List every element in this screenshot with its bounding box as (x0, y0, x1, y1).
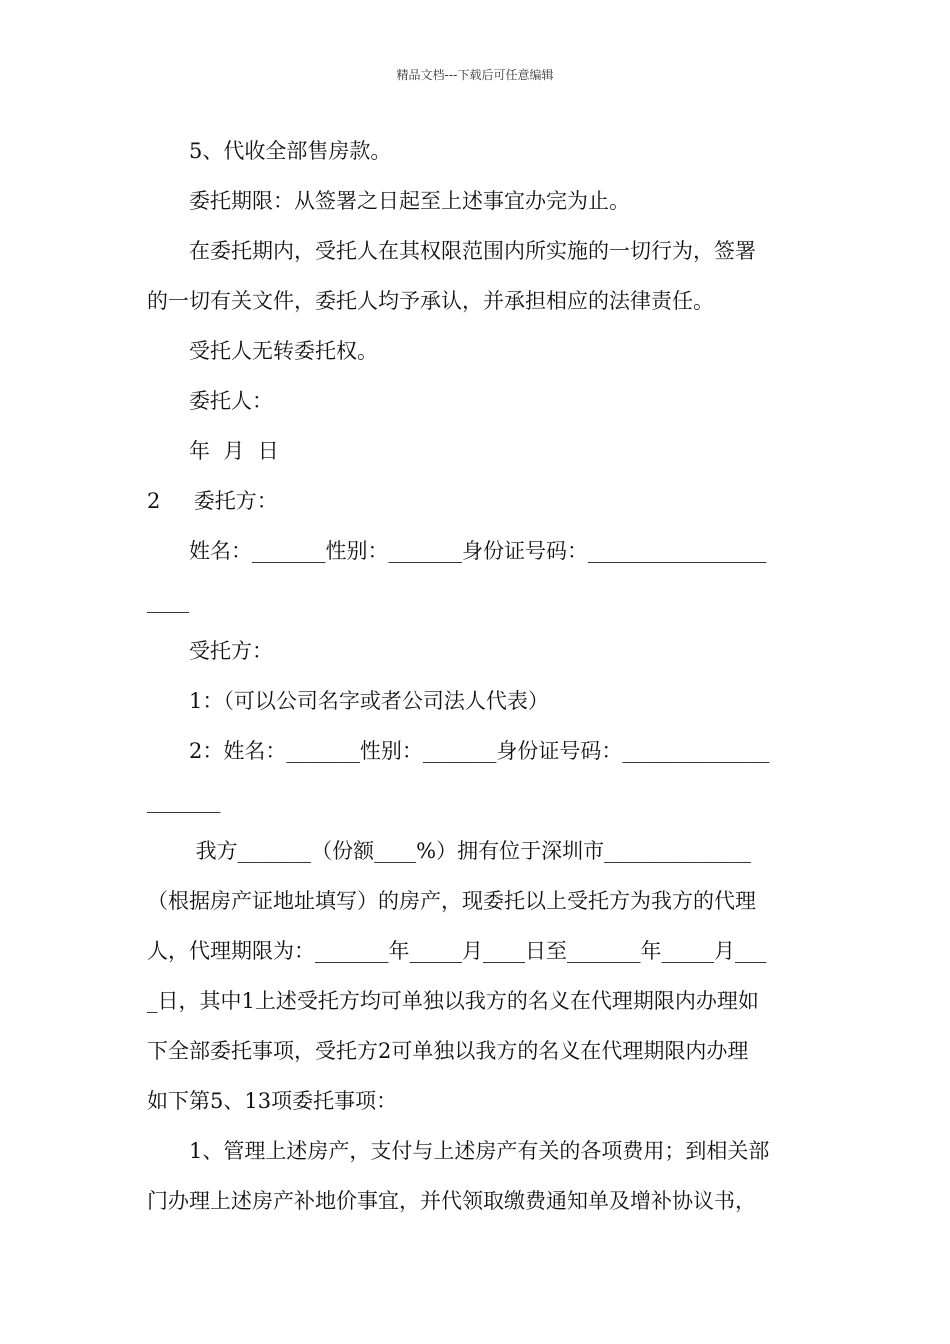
agent-label: 受托方： (189, 639, 273, 663)
paragraph-term: 委托期限：从签署之日起至上述事宜办完为止。 (189, 189, 630, 213)
agent-2-info-line-continued: _______ (147, 789, 221, 813)
section-2-heading: 2 委托方： (147, 489, 278, 513)
agency-scope-line-2: 下全部委托事项，受托方2可单独以我方的名义在代理期限内办理 (147, 1039, 749, 1063)
principal-label: 委托人： (189, 389, 273, 413)
agency-period-line: 人，代理期限为：_______年_____月____日至_______年_____月___ (147, 939, 767, 963)
page-header: 精品文档---下载后可任意编辑 (396, 68, 554, 82)
ownership-line-2: （根据房产证地址填写）的房产，现委托以上受托方为我方的代理 (147, 889, 756, 913)
paragraph-scope-line-1: 在委托期内，受托人在其权限范围内所实施的一切行为，签署 (189, 239, 756, 263)
item-1-line-1: 1、管理上述房产，支付与上述房产有关的各项费用；到相关部 (189, 1139, 770, 1163)
agency-scope-line-1: _日，其中1上述受托方均可单独以我方的名义在代理期限内办理如 (147, 989, 759, 1013)
date-line: 年 月 日 (189, 439, 279, 463)
principal-info-line-continued: ____ (147, 589, 189, 613)
paragraph-no-subdelegation: 受托人无转委托权。 (189, 339, 378, 363)
paragraph-scope-line-2: 的一切有关文件，委托人均予承认，并承担相应的法律责任。 (147, 289, 714, 313)
principal-info-line: 姓名：_______性别：_______身份证号码：_________________ (189, 539, 767, 563)
agent-1-line: 1：（可以公司名字或者公司法人代表） (189, 689, 549, 713)
agent-2-info-line: 2：姓名：_______性别：_______身份证号码：______________ (189, 739, 770, 763)
agency-scope-line-3: 如下第5、13项委托事项： (147, 1089, 398, 1113)
item-1-line-2: 门办理上述房产补地价事宜，并代领取缴费通知单及增补协议书， (147, 1189, 756, 1213)
ownership-line-1: 我方_______（份额____%）拥有位于深圳市______________ (189, 839, 752, 863)
paragraph-item-5: 5、代收全部售房款。 (189, 139, 392, 163)
